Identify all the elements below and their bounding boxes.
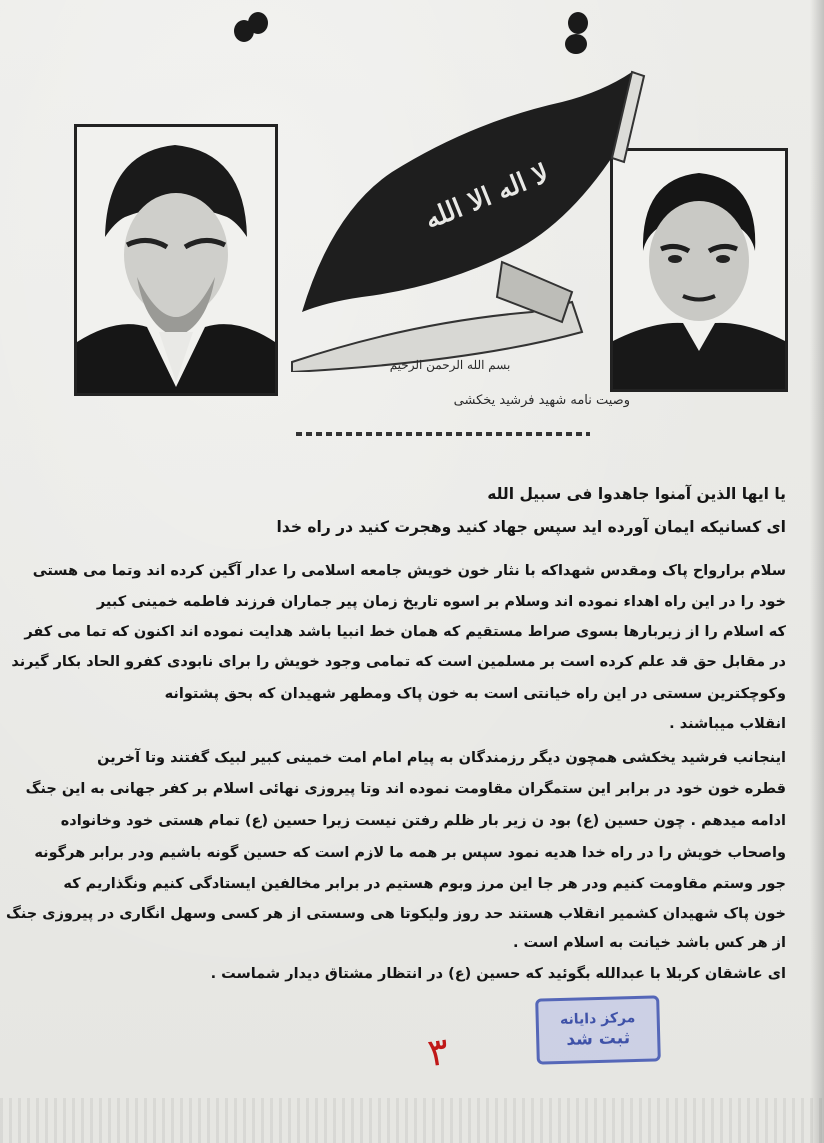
registration-stamp: [535, 995, 661, 1064]
paragraph-1-line: انقلاب میباشند .: [669, 716, 786, 732]
closing-line: ای عاشقان کربلا با عبدالله بگوئید که حسین (ع) در انتظار مشتاق دیدار شماست .: [210, 966, 786, 982]
quran-verse: یا ایها الذین آمنوا جاهدوا فی سبیل الله: [487, 485, 786, 503]
document-heading: وصیت نامه شهید فرشید یخکشی: [453, 393, 630, 408]
paragraph-2-line: جور وستم مقاومت کنیم ودر هر جا این مرز وبوم هستیم در برابر مخالفین ایستادگی کنیم ونگذاریم که: [63, 876, 786, 892]
paragraph-2-line: ادامه میدهم . چون حسین (ع) بود ن زیر بار ظلم رفتن نیست زیرا حسین (ع) تمام هستی خود وخانواده: [60, 813, 786, 829]
flag-banner-text: لا اله الا الله: [420, 158, 554, 236]
heading-dash-underline: [296, 432, 590, 436]
paragraph-1-line: که اسلام را از زیربارها بسوی صراط مستقیم که همان خط انبیا باشد هدایت نموده اند اکنون که تما می کفر: [24, 624, 786, 640]
handwritten-page-number: ۳: [425, 1028, 452, 1076]
paragraph-2-line: قطره خون خود در برابر این ستمگران مقاومت نموده اند وتا پیروزی نهائی اسلام بر کفر جهانی به این جنگ: [25, 781, 786, 797]
paragraph-1-line: در مقابل حق قد علم کرده است بر مسلمین است که تمامی وجود خویش را برای نابودی کفرو الحاد بکار گیرند: [11, 654, 786, 670]
paragraph-2-line: واصحاب خویش را در راه خدا هدیه نمود سپس بر همه ما لازم است که حسین گونه باشیم ودر برابر هرگونه: [34, 845, 786, 861]
paragraph-1-line: وکوچکترین سستی در این راه خیانتی است به خون پاک ومطهر شهیدان که بحق پشتوانه: [164, 686, 786, 702]
paragraph-1-line: خود را در این راه اهداء نموده اند وسلام بر اسوه تاریخ زمان پیر جماران فرزند فاطمه خمینی کبیر: [96, 594, 786, 610]
scan-bottom-noise: [0, 1098, 824, 1143]
verse-translation: ای کسانیکه ایمان آورده اید سپس جهاد کنید وهجرت کنید در راه خدا: [276, 518, 786, 536]
paragraph-2-line: خون پاک شهیدان کشمیر انقلاب هستند حد روز ولیکوتا هی وسستی از هر کسی وسهل انگاری در پیروزی جنگ: [6, 906, 786, 922]
paragraph-2-line: اینجانب فرشید یخکشی همچون دیگر رزمندگان به پیام امام امت خمینی کبیر لبیک گفتند وتا آخرین: [97, 750, 786, 766]
cleric-portrait-icon: [77, 127, 275, 393]
paragraph-1-line: سلام برارواح پاک ومقدس شهداکه با نثار خون خویش جامعه اسلامی را عدار آگین کرده اند وتما می هستی: [32, 563, 786, 579]
punch-hole: [248, 12, 268, 34]
flag-banner-graphic: [272, 62, 652, 372]
stamp-line-2: ثبت شد: [566, 1028, 631, 1050]
scan-edge-shadow: [810, 0, 824, 1143]
punch-hole: [565, 34, 587, 54]
punch-hole: [568, 12, 588, 34]
bismillah-line: بسم الله الرحمن الرحیم: [389, 358, 511, 372]
left-portrait-photo: [74, 124, 278, 396]
paragraph-2-line: از هر کس باشد خیانت به اسلام است .: [512, 935, 786, 951]
stamp-line-1: مرکز دایانه: [559, 1010, 636, 1028]
